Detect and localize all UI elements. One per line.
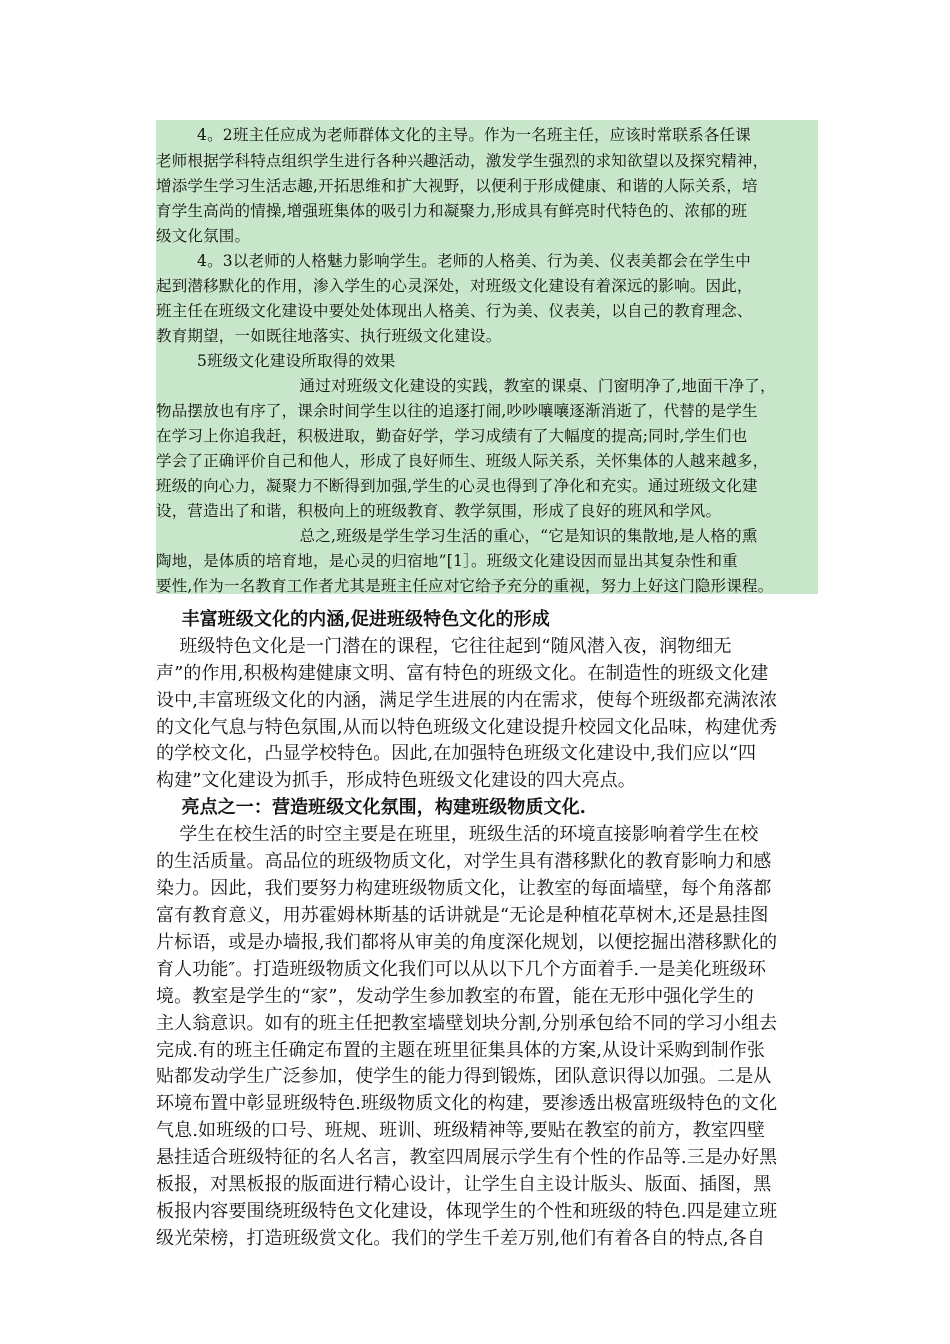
highlight-line: 要性,作为一名教育工作者尤其是班主任应对它给予充分的重视，努力上好这门隐形课程。 [156, 577, 774, 595]
highlight-line: 老师根据学科特点组织学生进行各种兴趣活动，激发学生强烈的求知欲望以及探究精神， [156, 152, 769, 170]
highlight-line: 陶地，是体质的培育地，是心灵的归宿地”[1］。班级文化建设因而显出其复杂性和重 [156, 552, 738, 570]
highlight-line: 总之,班级是学生学习生活的重心，“它是知识的集散地,是人格的熏 [156, 527, 758, 545]
highlight-line: 增添学生学习生活志趣,开拓思维和扩大视野，以便利于形成健康、和谐的人际关系，培 [156, 177, 758, 195]
body-line: 的文化气息与特色氛围,从而以特色班级文化建设提升校园文化品味，构建优秀 [156, 717, 778, 738]
highlight-line: 通过对班级文化建设的实践，教室的课桌、门窗明净了,地面干净了， [156, 377, 776, 395]
body-line: 育人功能″。打造班级物质文化我们可以从以下几个方面着手.一是美化班级环 [156, 959, 766, 980]
body-line: 设中,丰富班级文化的内涵，满足学生进展的内在需求，使每个班级都充满浓浓 [156, 690, 778, 711]
highlight-line: 班主任在班级文化建设中要处处体现出人格美、行为美、仪表美，以自己的教育理念、 [156, 302, 753, 320]
highlight-line: 物品摆放也有序了，课余时间学生以往的追逐打闹,吵吵嚷嚷逐渐消逝了，代替的是学生 [156, 402, 758, 420]
body-line: 环境布置中彰显班级特色.班级物质文化的构建，要渗透出极富班级特色的文化 [156, 1093, 778, 1114]
body-line: 声”的作用,积极构建健康文明、富有特色的班级文化。在制造性的班级文化建 [156, 663, 769, 684]
highlight-line: 教育期望，一如既往地落实、执行班级文化建设。 [156, 327, 502, 345]
body-line: 板报内容要围绕班级特色文化建设，体现学生的个性和班级的特色.四是建立班 [156, 1201, 778, 1222]
highlight-line: 班级的向心力，凝聚力不断得到加强,学生的心灵也得到了净化和充实。通过班级文化建 [156, 477, 758, 495]
body-line: 班级特色文化是一门潜在的课程，它往往起到“随风潜入夜，润物细无 [156, 636, 732, 657]
highlight-line: 起到潜移默化的作用，渗入学生的心灵深处，对班级文化建设有着深远的影响。因此， [156, 277, 753, 295]
section-heading: 5班级文化建设所取得的效果 [156, 352, 396, 370]
body-line: 学生在校生活的时空主要是在班里，班级生活的环境直接影响着学生在校 [156, 824, 759, 845]
highlight-line: 学会了正确评价自己和他人，形成了良好师生、班级人际关系，关怀集体的人越来越多， [156, 452, 769, 470]
body-line: 构建”文化建设为抓手，形成特色班级文化建设的四大亮点。 [156, 770, 636, 791]
body-line: 的学校文化，凸显学校特色。因此,在加强特色班级文化建设中,我们应以“四 [156, 743, 757, 764]
highlight-line: 级文化氛围。 [156, 227, 251, 245]
highlight-line: 在学习上你追我赶，积极进取，勤奋好学，学习成绩有了大幅度的提高;同时,学生们也 [156, 427, 748, 445]
body-line: 级光荣榜，打造班级赏文化。我们的学生千差万别,他们有着各自的特点,各自 [156, 1228, 765, 1249]
body-line: 的生活质量。高品位的班级物质文化，对学生具有潜移默化的教育影响力和感 [156, 851, 772, 872]
subsection-heading: 亮点之一：营造班级文化氛围，构建班级物质文化. [156, 797, 587, 818]
body-line: 富有教育意义，用苏霍姆林斯基的话讲就是“无论是种植花草树木,还是悬挂图 [156, 905, 769, 926]
body-line: 片标语，或是办墙报,我们都将从审美的角度深化规划，以便挖掘出潜移默化的 [156, 932, 778, 953]
body-line: 完成.有的班主任确定布置的主题在班里征集具体的方案,从设计采购到制作张 [156, 1040, 765, 1061]
body-line: 气息.如班级的口号、班规、班训、班级精神等,要贴在教室的前方，教室四壁 [156, 1120, 765, 1141]
body-line: 悬挂适合班级特征的名人名言，教室四周展示学生有个性的作品等.三是办好黑 [156, 1147, 778, 1168]
body-line: 境。教室是学生的“家”，发动学生参加教室的布置，能在无形中强化学生的 [156, 986, 754, 1007]
body-line: 板报，对黑板报的版面进行精心设计，让学生自主设计版头、版面、插图，黑 [156, 1174, 772, 1195]
highlight-line: 4。3以老师的人格魅力影响学生。老师的人格美、行为美、仪表美都会在学生中 [156, 252, 751, 270]
section-heading: 丰富班级文化的内涵,促进班级特色文化的形成 [156, 609, 550, 630]
body-line: 染力。因此，我们要努力构建班级物质文化，让教室的每面墙壁，每个角落都 [156, 878, 772, 899]
highlight-line: 育学生高尚的情操,增强班集体的吸引力和凝聚力,形成具有鲜亮时代特色的、浓郁的班 [156, 202, 748, 220]
body-line: 主人翁意识。如有的班主任把教室墙壁划块分割,分别承包给不同的学习小组去 [156, 1013, 778, 1034]
body-line: 贴都发动学生广泛参加，使学生的能力得到锻炼，团队意识得以加强。二是从 [156, 1066, 772, 1087]
highlight-line: 设，营造出了和谐，积极向上的班级教育、教学氛围，形成了良好的班风和学风。 [156, 502, 722, 520]
highlight-line: 4。2班主任应成为老师群体文化的主导。作为一名班主任，应该时常联系各任课 [156, 126, 751, 144]
